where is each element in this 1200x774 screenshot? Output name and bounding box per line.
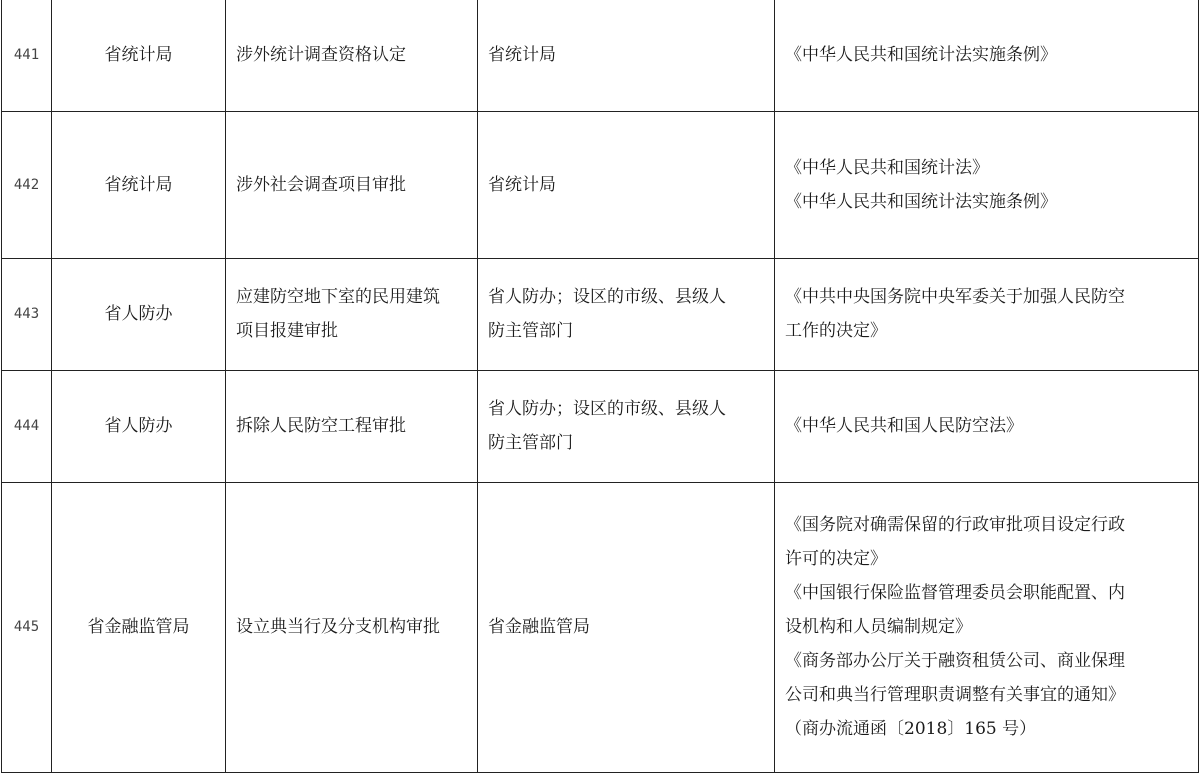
- basis-cell: [775, 482, 1199, 772]
- basis-line: 《中华人民共和国统计法实施条例》: [785, 45, 1057, 66]
- authority-cell: [478, 111, 775, 258]
- item-cell: [226, 370, 478, 482]
- row-number: 444: [2, 370, 52, 482]
- item-cell: [226, 0, 478, 111]
- basis-cell: [775, 258, 1199, 370]
- basis-cell: [775, 0, 1199, 111]
- basis-line: （商办流通函〔2018〕165 号）: [785, 719, 1037, 739]
- authority-line: 省统计局: [488, 174, 556, 195]
- authority-line: 省人防办；设区的市级、县级人: [488, 399, 726, 419]
- table-row: [2, 258, 1199, 370]
- department-cell: 省统计局: [52, 0, 226, 111]
- authority-cell: [478, 370, 775, 482]
- authority-cell: [478, 258, 775, 370]
- basis-cell: [775, 111, 1199, 258]
- item-cell: [226, 258, 478, 370]
- table-row: [2, 370, 1199, 482]
- row-number: 443: [2, 258, 52, 370]
- table-row: [2, 482, 1199, 772]
- item-cell: [226, 482, 478, 772]
- approval-items-table: [1, 0, 1199, 773]
- basis-line: 《商务部办公厅关于融资租赁公司、商业保理: [785, 651, 1125, 671]
- basis-line: 《国务院对确需保留的行政审批项目设定行政: [785, 515, 1125, 535]
- item-line: 应建防空地下室的民用建筑: [236, 287, 440, 307]
- basis-cell: [775, 370, 1199, 482]
- department-cell: 省统计局: [52, 111, 226, 258]
- authority-cell: [478, 0, 775, 111]
- item-line: 涉外统计调查资格认定: [236, 45, 406, 66]
- item-line: 设立典当行及分支机构审批: [236, 617, 440, 637]
- department-cell: 省人防办: [52, 370, 226, 482]
- department-cell: 省金融监管局: [52, 482, 226, 772]
- basis-line: 《中国银行保险监督管理委员会职能配置、内: [785, 583, 1125, 603]
- item-line: 项目报建审批: [236, 321, 338, 341]
- basis-line: 公司和典当行管理职责调整有关事宜的通知》: [785, 685, 1125, 705]
- authority-cell: [478, 482, 775, 772]
- authority-line: 防主管部门: [488, 433, 573, 453]
- basis-line: 设机构和人员编制规定》: [785, 617, 972, 637]
- row-number: 442: [2, 111, 52, 258]
- basis-line: 《中华人民共和国统计法》: [785, 157, 989, 178]
- basis-line: 工作的决定》: [785, 321, 887, 341]
- authority-line: 防主管部门: [488, 321, 573, 341]
- item-line: 拆除人民防空工程审批: [236, 416, 406, 436]
- basis-line: 《中华人民共和国统计法实施条例》: [785, 191, 1057, 212]
- row-number: 441: [2, 0, 52, 111]
- item-line: 涉外社会调查项目审批: [236, 174, 406, 195]
- table-row: [2, 111, 1199, 258]
- department-cell: 省人防办: [52, 258, 226, 370]
- authority-line: 省金融监管局: [488, 617, 590, 637]
- table-row: [2, 0, 1199, 111]
- basis-line: 《中共中央国务院中央军委关于加强人民防空: [785, 287, 1125, 307]
- basis-line: 《中华人民共和国人民防空法》: [785, 416, 1023, 436]
- basis-line: 许可的决定》: [785, 549, 887, 569]
- row-number: 445: [2, 482, 52, 772]
- authority-line: 省人防办；设区的市级、县级人: [488, 287, 726, 307]
- authority-line: 省统计局: [488, 45, 556, 66]
- item-cell: [226, 111, 478, 258]
